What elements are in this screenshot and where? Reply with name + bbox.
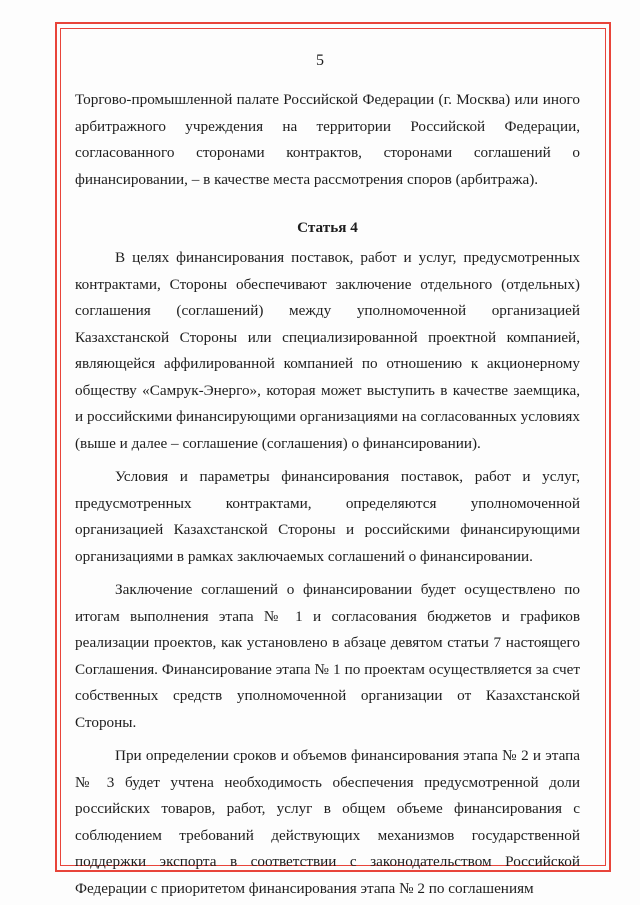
article-paragraph-4: При определении сроков и объемов финансирования этапа № 2 и этапа № 3 будет учтена необходимость обеспечения предусмотренной доли российских товаров, работ, услуг в общем объеме финансирования с соблюдением требований действующих механизмов государственной поддержки экспорта в соответствии с законодательством Российской Федерации с приоритетом финансирования этапа № 2 по соглашениям	[75, 747, 580, 897]
document-body	[75, 87, 580, 902]
article-paragraph-2: Условия и параметры финансирования поставок, работ и услуг, предусмотренных контрактами, определяются уполномоченной организацией Казахстанской Стороны и российскими финансирующими организациями в рамках заключаемых соглашений о финансировании.	[75, 468, 580, 565]
article-paragraph-1: В целях финансирования поставок, работ и услуг, предусмотренных контрактами, Стороны обеспечивают заключение отдельного (отдельных) соглашения (соглашений) между уполномоченной организацией Казахстанской Стороны или специализированной проектной компанией, являющейся аффилированной компанией по отношению к акционерному обществу «Самрук-Энерго», которая может выступить в качестве заемщика, и российскими финансирующими организациями на согласованных условиях (выше и далее – соглашение (соглашения) о финансировании).	[75, 249, 580, 452]
paragraph-continued: Торгово-промышленной палате Российской Федерации (г. Москва) или иного арбитражного учреждения на территории Российской Федерации, согласованного сторонами контрактов, сторонами соглашений о финансировании, – в качестве места рассмотрения споров (арбитража).	[75, 91, 580, 188]
article-paragraph-3: Заключение соглашений о финансировании будет осуществлено по итогам выполнения этапа № 1 и согласования бюджетов и графиков реализации проектов, как установлено в абзаце девятом статьи 7 настоящего Соглашения. Финансирование этапа № 1 по проектам осуществляется за счет собственных средств уполномоченной организации от Казахстанской Стороны.	[75, 581, 580, 731]
article-heading: Статья 4	[297, 219, 358, 236]
page-number: 5	[316, 52, 324, 69]
